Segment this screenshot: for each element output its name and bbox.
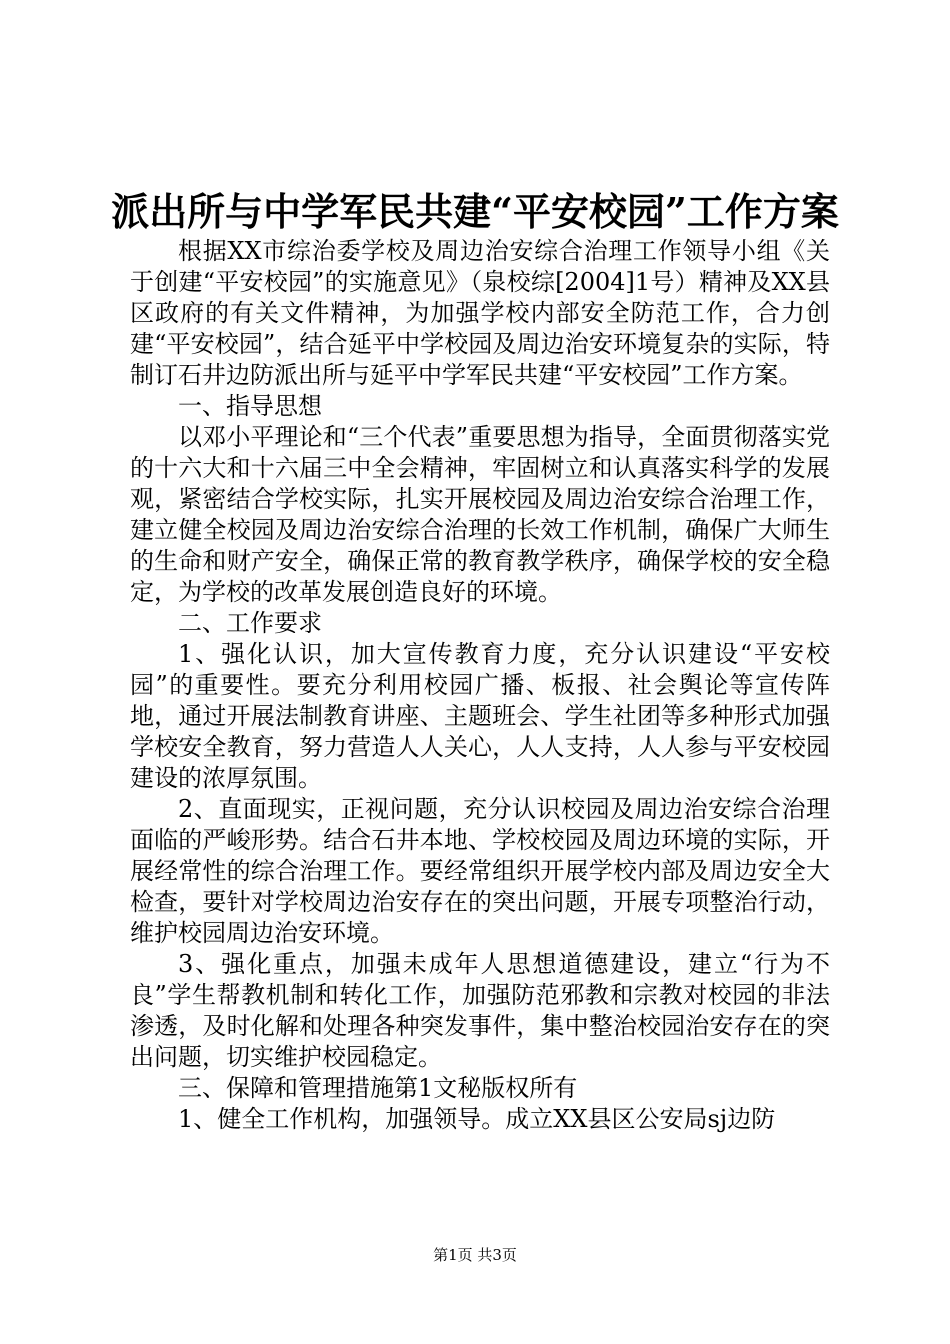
document-title: 派出所与中学军民共建“平安校园”工作方案	[111, 189, 839, 234]
paragraph-requirement-1: 1、强化认识，加大宣传教育力度，充分认识建设“平安校园”的重要性。要充分利用校园广播、板报、社会舆论等宣传阵地，通过开展法制教育讲座、主题班会、学生社团等多种形式加强学校安全教育，努力营造人人关心，人人支持，人人参与平安校园建设的浓厚氛围。	[130, 640, 830, 792]
paragraph-requirement-3: 3、强化重点，加强未成年人思想道德建设，建立“行为不良”学生帮教机制和转化工作，加强防范邪教和宗教对校园的非法渗透，及时化解和处理各种突发事件，集中整治校园治安存在的突出问题，切实维护校园稳定。	[130, 950, 830, 1071]
paragraph-requirement-2: 2、直面现实，正视问题，充分认识校园及周边治安综合治理面临的严峻形势。结合石井本地、学校校园及周边环境的实际，开展经常性的综合治理工作。要经常组织开展学校内部及周边安全大检查，要针对学校周边治安存在的突出问题，开展专项整治行动，维护校园周边治安环境。	[130, 795, 830, 947]
paragraph-intro: 根据XX市综治委学校及周边治安综合治理工作领导小组《关于创建“平安校园”的实施意见》（泉校综[2004]1号）精神及XX县区政府的有关文件精神，为加强学校内部安全防范工作，合力创建“平安校园”，结合延平中学校园及周边治安环境复杂的实际，特制订石井边防派出所与延平中学军民共建“平安校园”工作方案。	[130, 237, 830, 389]
heading-measures: 三、保障和管理措施第1文秘版权所有	[178, 1074, 578, 1102]
paragraph-measure-1: 1、健全工作机构，加强领导。成立XX县区公安局sj边防	[178, 1105, 776, 1133]
page-footer: 第1页 共3页	[433, 1246, 517, 1264]
heading-guiding-thought: 一、指导思想	[178, 392, 322, 420]
paragraph-guiding-thought: 以邓小平理论和“三个代表”重要思想为指导，全面贯彻落实党的十六大和十六届三中全会精神，牢固树立和认真落实科学的发展观，紧密结合学校实际，扎实开展校园及周边治安综合治理工作，建立健全校园及周边治安综合治理的长效工作机制，确保广大师生的生命和财产安全，确保正常的教育教学秩序，确保学校的安全稳定，为学校的改革发展创造良好的环境。	[130, 423, 830, 606]
document-body	[130, 236, 830, 1135]
heading-work-requirements: 二、工作要求	[178, 609, 322, 637]
